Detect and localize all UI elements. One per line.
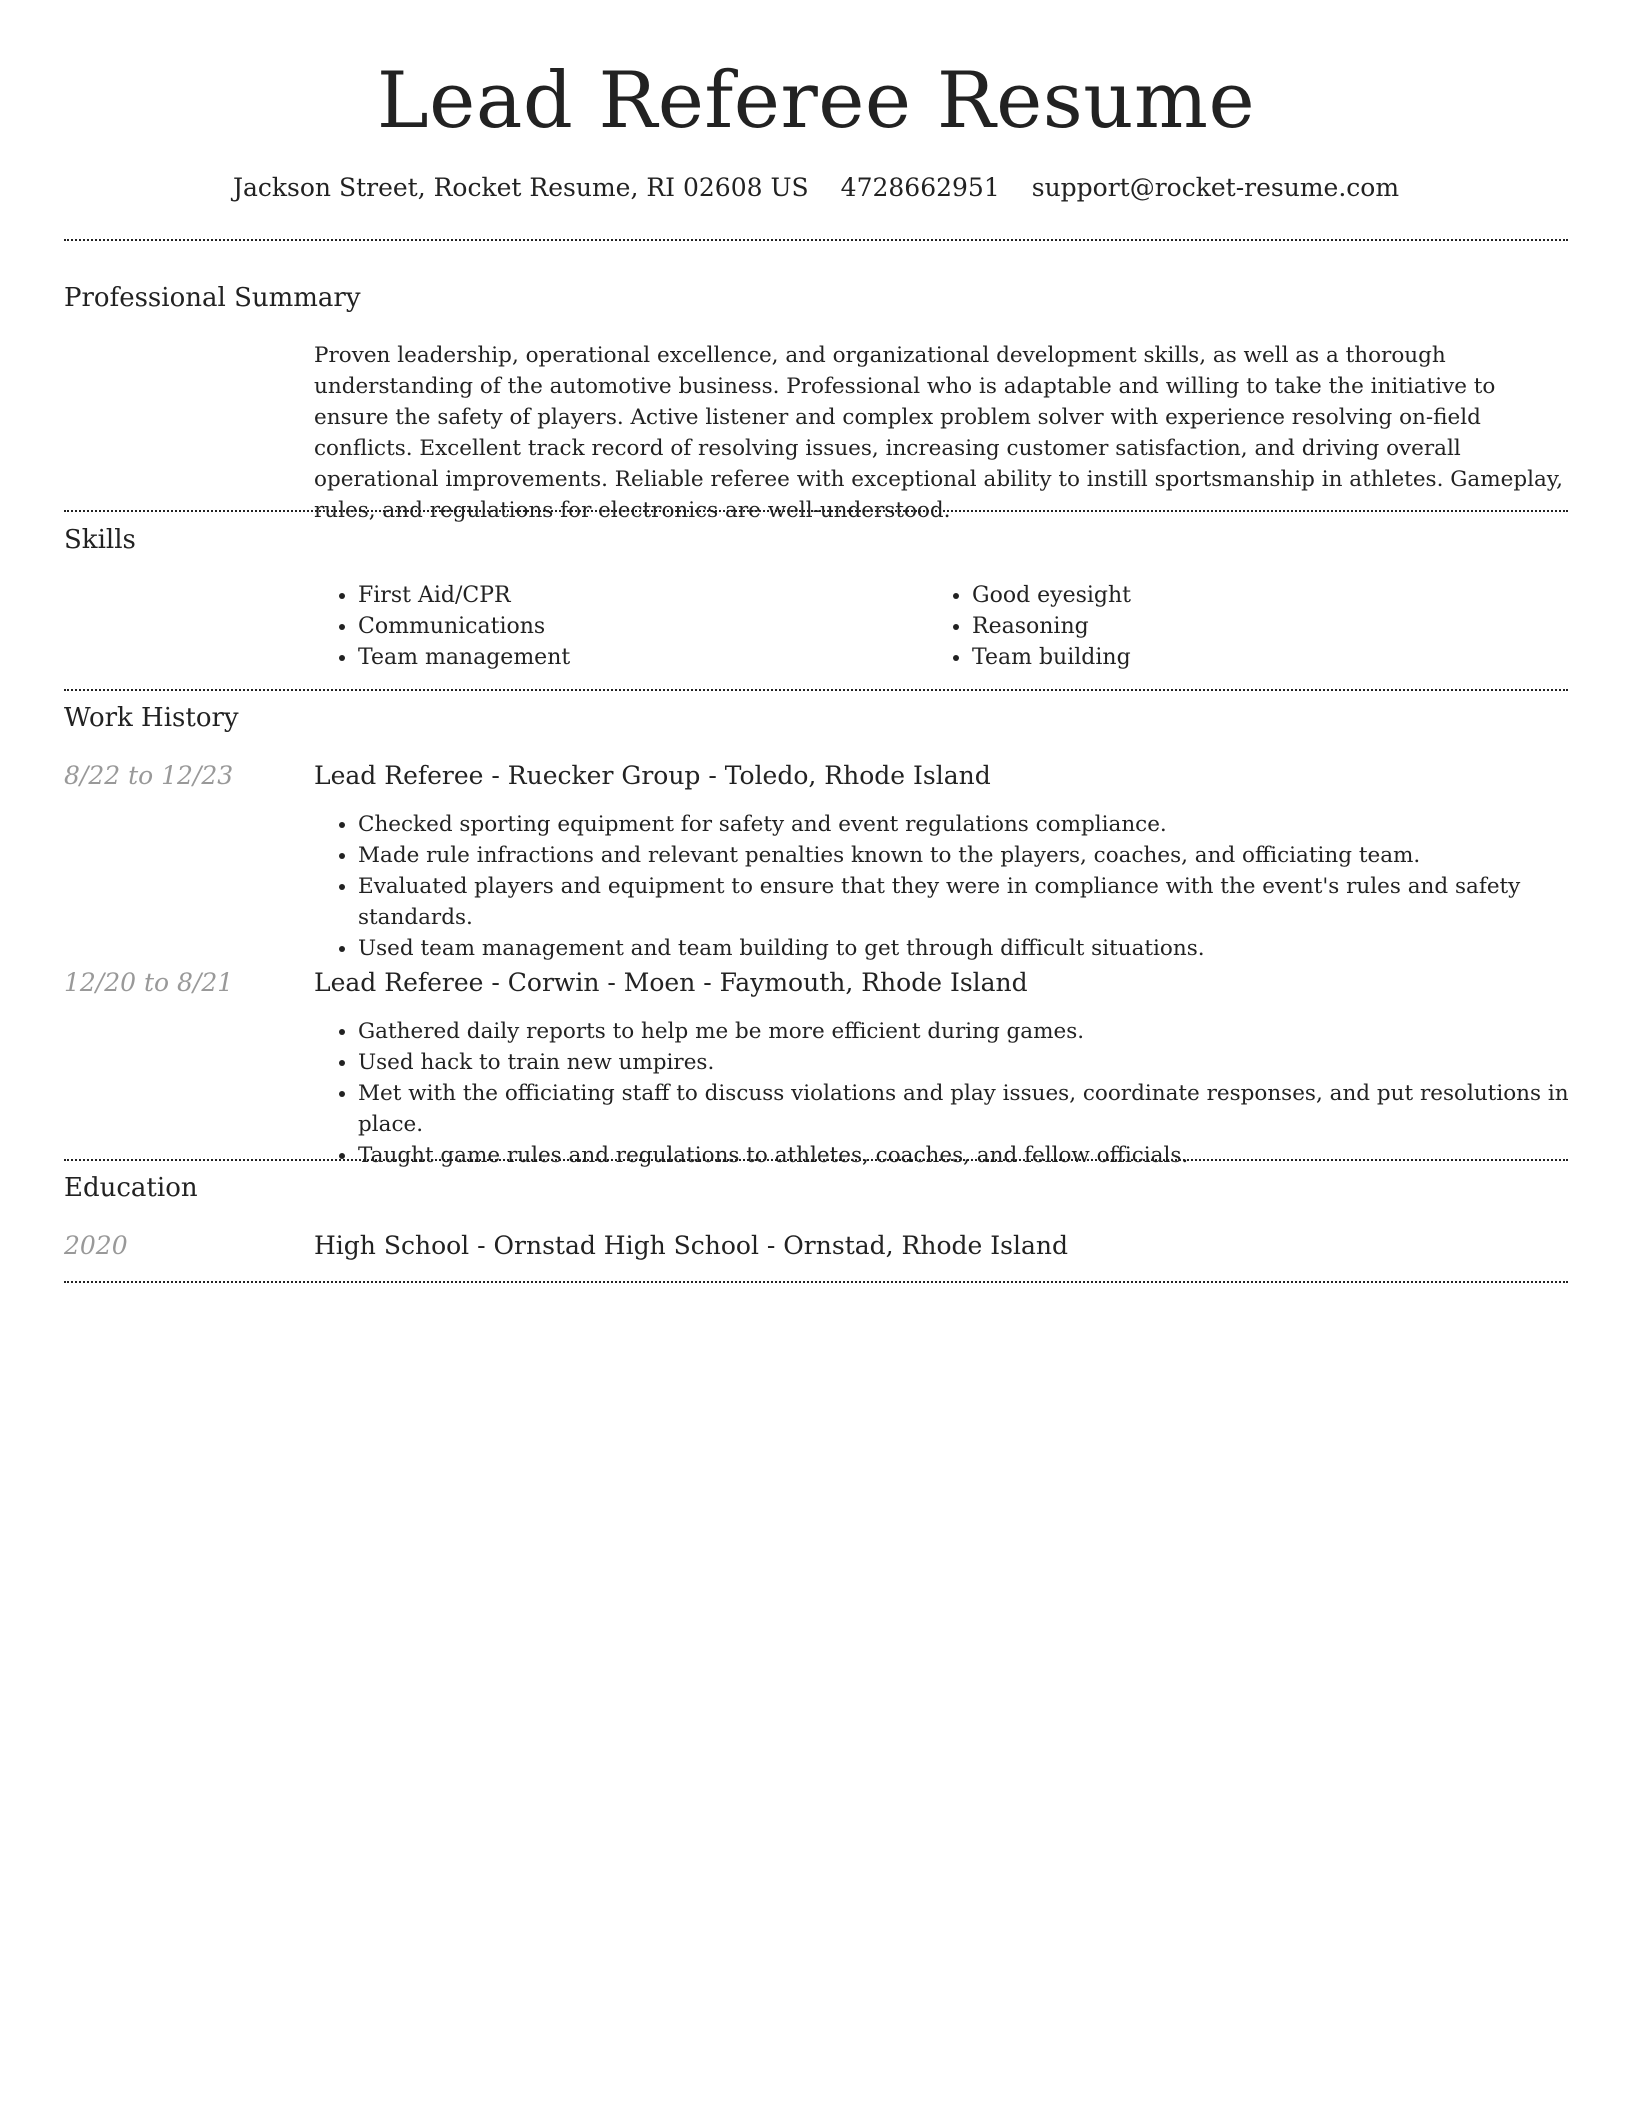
job-bullet: • Taught game rules and regulations to athletes, coaches, and fellow officials.: [358, 1140, 1612, 1171]
resume-title: Lead Referee Resume: [376, 56, 1256, 146]
contact-line: [0, 168, 1632, 208]
skill-item: • First Aid/CPR: [358, 580, 918, 611]
divider: [64, 239, 1568, 241]
skill-item: • Communications: [358, 611, 918, 642]
skill-item: • Good eyesight: [972, 580, 1572, 611]
job-bullet: • Used team management and team building to get through difficult situations.: [358, 933, 1612, 964]
skills-list-right: [928, 580, 1572, 673]
divider: [64, 1281, 1568, 1283]
skill-item: • Reasoning: [972, 611, 1572, 642]
job-bullets: [314, 809, 1612, 964]
education-date: 2020: [64, 1231, 128, 1260]
divider: [64, 510, 1568, 512]
job-title: Lead Referee - Ruecker Group - Toledo, Rhode Island: [314, 761, 991, 790]
skill-item: • Team management: [358, 642, 918, 673]
job-bullet: • Met with the officiating staff to discuss violations and play issues, coordinate responses, and put resolutions in place.: [358, 1078, 1612, 1140]
job-bullet: • Gathered daily reports to help me be more efficient during games.: [358, 1016, 1612, 1047]
divider: [64, 689, 1568, 691]
job-bullet: • Used hack to train new umpires.: [358, 1047, 1612, 1078]
job-dates: 8/22 to 12/23: [64, 761, 234, 790]
skills-heading: Skills: [64, 525, 136, 555]
contact-email: support@rocket-resume.com: [1031, 173, 1400, 202]
skills-list-left: [314, 580, 918, 673]
summary-text: Proven leadership, operational excellence, and organizational development skills, as well as a thorough understanding of the automotive business. Professional who is adaptable and willing to take the initiative to ensure the safety of players. Active listener and complex problem solver with experience resolving on-field conflicts. Excellent track record of resolving issues, increasing customer satisfaction, and driving overall operational improvements. Reliable referee with exceptional ability to instill sportsmanship in athletes. Gameplay, rules, and regulations for electronics are well-understood.: [314, 343, 1563, 523]
contact-phone: 4728662951: [840, 173, 1000, 202]
summary-heading: Professional Summary: [64, 283, 361, 313]
work-heading: Work History: [64, 703, 239, 733]
job-bullets: [314, 1016, 1612, 1171]
education-entry: High School - Ornstad High School - Ornstad, Rhode Island: [314, 1231, 1068, 1260]
job-bullet: • Made rule infractions and relevant penalties known to the players, coaches, and officiating team.: [358, 840, 1612, 871]
skill-item: • Team building: [972, 642, 1572, 673]
job-bullet: • Checked sporting equipment for safety and event regulations compliance.: [358, 809, 1612, 840]
contact-address: Jackson Street, Rocket Resume, RI 02608 US: [232, 173, 809, 202]
education-heading: Education: [64, 1173, 198, 1203]
job-dates: 12/20 to 8/21: [64, 968, 234, 997]
job-bullet: • Evaluated players and equipment to ensure that they were in compliance with the event's rules and safety standards.: [358, 871, 1612, 933]
job-title: Lead Referee - Corwin - Moen - Faymouth, Rhode Island: [314, 968, 1028, 997]
divider: [64, 1159, 1568, 1161]
